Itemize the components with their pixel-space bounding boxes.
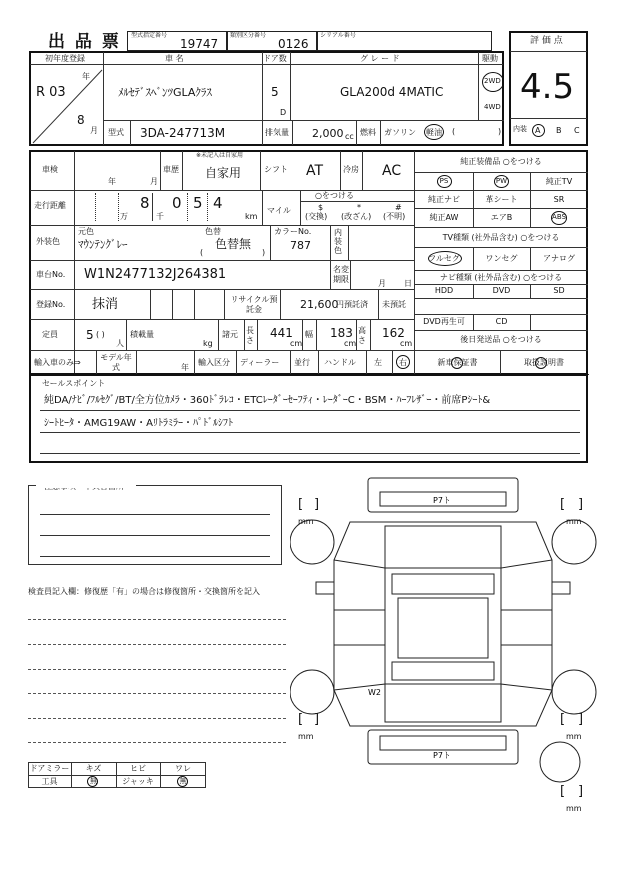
equip-sunroof: SR [553,195,565,204]
name-change-day: 日 [404,279,412,288]
later-header: 後日発送品 ○をつける [460,335,542,344]
bracket-spare-open: [ [560,784,566,799]
mileage-dollar: $ [318,203,324,212]
drive-label: 駆動 [482,54,498,63]
inspector-label: 検査員記入欄：修復歴「有」の場合は修復箇所・交換箇所を記入 [28,587,260,596]
capacity-label: 定員 [42,330,58,339]
bracket-spare-close: ] [578,784,584,799]
equip-abs: ABS [552,213,566,221]
legend-tool: 工具 [41,777,58,786]
shift-label: シフト [264,165,288,174]
history-value: 自家用 [205,166,242,180]
navi-cd: CD [495,317,508,326]
fuel-label: 燃料 [360,128,376,137]
model-value: 3DA-247713M [140,126,226,140]
recycle-label: リサイクル預託金 [230,295,278,314]
vin-label: 車台No. [36,270,66,279]
legend-door-mirror: ドアミラー [29,764,70,773]
grade-value: GLA200d 4MATIC [340,85,444,99]
color-code-value: 787 [290,239,311,252]
bracket-rr-close: ] [578,712,584,727]
bracket-fr-close: ] [578,497,584,512]
recycle-value: 21,600 [300,298,339,311]
equip-navi: 純正ナビ [428,195,460,204]
grade-label: グ レ ー ド [360,54,400,63]
height-value: 162 [382,326,405,340]
doors-label: ドア数 [263,54,287,63]
navi-dvd: DVD [492,286,511,295]
recycle-unpaid: 未預託 [382,300,406,309]
navi-hdd: HDD [434,286,454,295]
ac-value: AC [382,163,402,179]
load-unit: kg [203,339,213,348]
page-title: 出 品 票 [48,32,121,52]
displacement-value: 2,000 [312,127,344,140]
equip-ps: PS [439,177,449,185]
color-paren-close: ) [262,248,266,257]
history-label: 車歴 [163,165,179,174]
first-reg-era: R 03 [36,85,66,100]
fuel-diesel: 軽油 [426,128,442,137]
equip-tv: 純正TV [545,177,573,186]
interior-grade-c: C [574,126,580,135]
displacement-unit: cc [345,132,354,141]
handle-left: 左 [374,358,382,367]
equip-aw: 純正AW [429,213,459,222]
vehicle-name: ﾒﾙｾﾃﾞｽﾍﾞﾝﾂGLAｸﾗｽ [118,86,212,99]
mileage-star: * [357,203,361,212]
navi-sd: SD [553,286,565,295]
history-note: ※未記入は自家用 [196,152,244,159]
color-paren-open: ( [200,248,204,257]
inspection-month-unit: 月 [150,177,158,186]
shift-value: AT [306,163,324,179]
height-label: 高さ [358,326,366,345]
height-unit: cm [400,339,413,348]
mileage-hash: # [395,203,402,212]
mileage-sen-unit: 千 [156,212,164,221]
orig-color-value: ﾏｳﾝﾃﾝｸﾞﾚｰ [78,238,128,251]
navi-type-header: ナビ種類 (社外品含む) ○をつける [439,273,563,282]
bracket-rl-close: ] [314,712,320,727]
mileage-man-value: 8 [140,194,150,212]
load-label: 積載量 [130,330,154,339]
width-value: 183 [330,326,353,340]
rear-mark: P7ト [433,751,451,760]
mm-spare: mm [566,804,582,813]
reg-label: 登録No. [36,300,66,309]
model-label: 型式 [108,128,124,137]
displacement-label: 排気量 [265,128,289,137]
legend-crack: ヒビ [130,764,146,773]
interior-color-label: 内装色 [334,228,342,255]
fuel-paren-open: ( [452,127,456,136]
vin-value: W1N2477132J264381 [84,267,227,282]
class-number-label: 類別区分番号 [230,32,267,39]
first-reg-month: 8 [77,113,85,127]
tv-fullseg: フルセグ [428,254,460,263]
capacity-paren: ( ) [96,330,105,339]
name-change-month: 月 [378,279,386,288]
legend-jack: ジャッキ [122,777,154,786]
ac-label: 冷房 [343,165,359,174]
side-mark: W2 [368,688,381,697]
length-value: 441 [270,326,293,340]
sales-line-2: ｼｰﾄﾋｰﾀ・AMG19AW・Aﾘﾄﾗﾐﾗｰ・ﾊﾟﾄﾞﾙｼﾌﾄ [44,418,233,429]
mm-fr: mm [566,517,582,526]
legend-scratch: キズ [85,764,102,773]
import-dealer: ディーラー [240,358,280,367]
recycle-unit: 円預託済 [336,300,368,309]
fuel-paren-close: ) [498,127,502,136]
equip-pw: PW [495,177,508,185]
model-year-unit: 年 [181,363,189,372]
equip-genuine-header: 純正装備品 ○をつける [460,157,542,166]
import-parallel: 並行 [294,358,310,367]
equip-leather: 革シート [485,195,518,204]
bracket-fl-open: [ [298,497,304,512]
sales-label: セールスポイント [42,379,106,388]
mileage-digit-3: 4 [213,194,223,212]
bracket-rr-open: [ [560,712,566,727]
tv-oneseg: ワンセグ [485,254,518,263]
inspection-label: 車検 [42,165,58,174]
import-type-label: 輸入区分 [198,358,230,367]
orig-color-label: 元色 [78,227,94,236]
tv-type-header: TV種類 (社外品含む) ○をつける [442,233,560,242]
mileage-unknown: (不明) [383,212,406,221]
score-label: 評 価 点 [530,36,563,46]
doors-value: 5 [271,85,279,99]
interior-grade-label: 内装 [513,125,527,133]
name-change-label: 名変期限 [333,265,349,284]
first-reg-label: 初年度登録 [45,54,85,63]
mm-rr: mm [566,732,582,741]
equip-airbag: エアB [490,213,513,222]
inspection-year-unit: 年 [108,177,116,186]
handle-label: ハンドル [324,358,356,367]
legend-jack-mark: 無 [179,777,187,785]
capacity-unit: 人 [116,339,124,348]
width-label: 幅 [305,330,313,339]
import-label: 輸入車のみ⇒ [34,358,81,367]
color-code-label: カラーNo. [274,227,312,236]
color-label: 外装色 [36,237,60,246]
mileage-man-unit: 万 [120,212,128,221]
mileage-label: 走行距離 [34,201,66,210]
first-reg-month-unit: 月 [90,126,98,135]
tv-analog: アナログ [543,254,575,263]
mm-fl: mm [298,517,314,526]
legend-broken: ワレ [175,764,191,773]
mileage-circle-hint: ○をつける [315,191,354,200]
later-warranty: 新車保証書 [437,358,478,367]
reg-value: 抹消 [92,297,119,312]
type-number-value: 19747 [180,37,219,51]
length-unit: cm [290,339,303,348]
interior-grade-a: A [535,126,541,135]
width-unit: cm [344,339,357,348]
front-mark: P7ト [433,496,451,505]
navi-dvd-play: DVD再生可 [423,317,465,326]
type-number-label: 型式指定番号 [131,32,168,39]
name-label: 車 名 [165,54,184,63]
bracket-rl-open: [ [298,712,304,727]
car-diagram [290,470,600,800]
handle-right: 右 [399,358,407,367]
caution-bracket [28,485,282,565]
mile-label: マイル [267,206,291,215]
legend-tool-mark: 無 [90,777,97,785]
serial-number-label: シリアル番号 [320,32,356,39]
class-number-value: 0126 [278,37,309,51]
interior-grade-b: B [556,126,562,135]
body-label: 諸元 [222,330,238,339]
mm-rl: mm [298,732,314,741]
later-manual: 取扱説明書 [524,358,564,367]
bracket-fr-open: [ [560,497,566,512]
color-change-label: 色替 [205,227,221,236]
color-change-value: 色替無 [215,237,252,251]
sales-line-1: 純DA/ﾅﾋﾞ/ﾌﾙｾｸﾞ/BT/全方位ｶﾒﾗ・360ﾄﾞﾗﾚｺ・ETCﾚｰﾀﾞｰｾｰﾌﾃｨ・ﾚｰﾀﾞｰC・BSM・ﾊｰﾌﾚｻﾞｰ・前席Pｼｰﾄ& [44,395,491,406]
model-year-label: モデル年式 [100,353,132,372]
mileage-digit-2: 5 [193,194,203,212]
score-value: 4.5 [520,67,575,107]
drive-2wd: 2WD [484,77,501,85]
drive-4wd: 4WD [484,103,501,111]
length-label: 長さ [246,326,254,345]
mileage-exchange: (交換) [305,212,328,221]
bracket-fl-close: ] [314,497,320,512]
mileage-km-unit: km [245,212,258,221]
mileage-modified: (改ざん) [341,212,372,221]
capacity-value: 5 [86,328,94,342]
first-reg-year-unit: 年 [82,72,90,81]
doors-suffix: D [280,108,287,117]
fuel-gasoline: ガソリン [384,128,416,137]
mileage-digit-1: 0 [172,194,182,212]
